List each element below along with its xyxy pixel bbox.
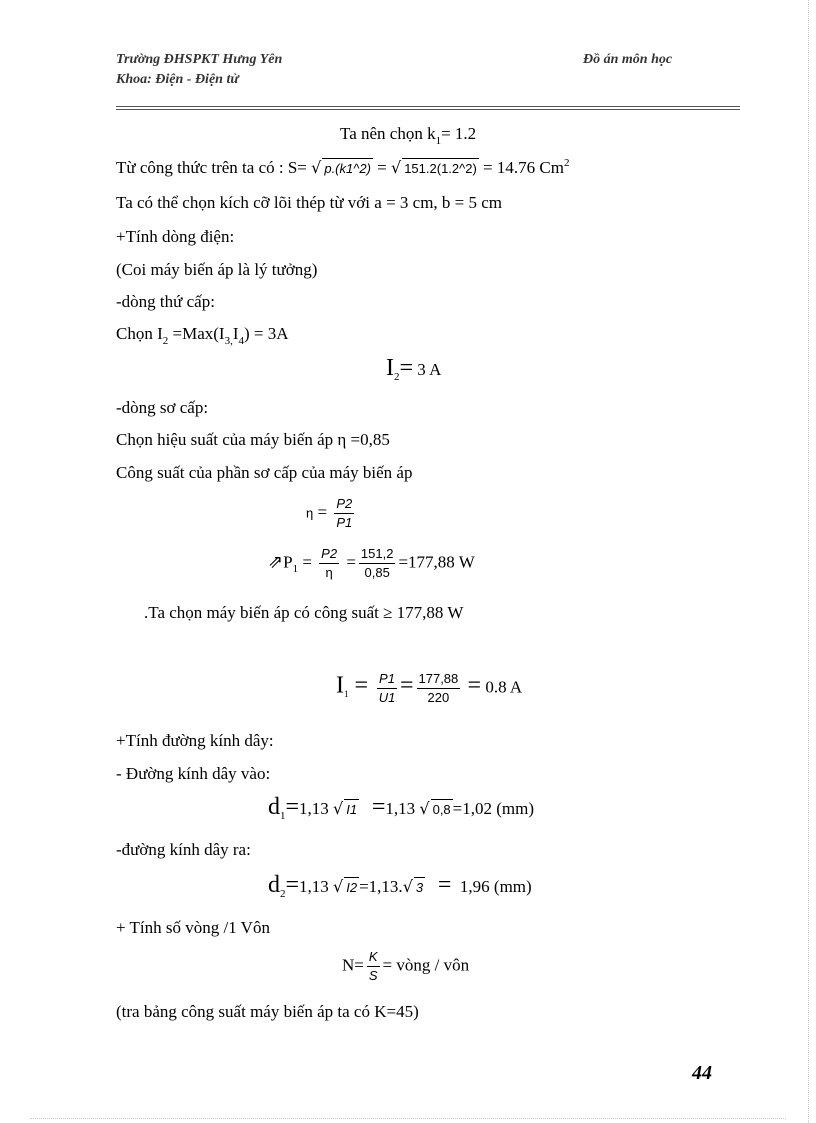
fraction-177-88: $\frac{177,88}{220}$ (418, 671, 459, 705)
equation-i1: $I_1$ = $\frac{P1}{U1}$ = $\frac{177,88}{220}$ = 0.8 A (336, 671, 523, 705)
header-rule-top (116, 106, 740, 107)
line-core-size: Ta có thể chọn kích cỡ lõi thép từ với a = 3 cm, b = 5 cm (116, 193, 503, 212)
fraction-151-2: $\frac{151,2}{0,85}$ (360, 546, 394, 580)
sqrt-i2: I2 (344, 877, 359, 898)
header-project: Đồ án môn học (583, 52, 673, 67)
equation-d2: $d_2=1,13$ √ I2 =1,13.√ 3 = 1,96 (mm) (268, 872, 532, 900)
header-rule-bottom (116, 109, 740, 110)
fraction-k-s: $\frac{K}{S}$ (368, 949, 378, 983)
line-ly-tuong: (Coi máy biến áp là lý tưởng) (116, 260, 318, 279)
fraction-p2-eta: $\frac{P2}{\eta}$ (321, 546, 338, 580)
page-bottom-border (30, 1118, 786, 1119)
line-tinh-dong-dien: +Tính dòng điện: (116, 227, 235, 246)
sqrt-151-2: 151.2(1.2^2) (402, 158, 479, 179)
equation-eta: η = $\frac{P2}{P1}$ (306, 496, 353, 530)
header-faculty: Khoa: Điện - Điện tử (116, 72, 239, 87)
equation-d1: $d_1=1,13$ √ I1 =1,13 √ 0,8 =1,02 (mm) (268, 794, 535, 822)
page-right-border (808, 0, 809, 1123)
line-duong-kinh-ra: -đường kính dây ra: (116, 840, 251, 859)
line-tra-bang: (tra bảng công suất máy biến áp ta có K=45) (116, 1002, 419, 1021)
sqrt-i1: I1 (344, 799, 359, 820)
line-chon-k1: Ta nên chọn $k_1= 1.2$ (340, 124, 477, 147)
implies-arrow-icon: ⇗ (268, 551, 284, 573)
line-tinh-duong-kinh: +Tính đường kính dây: (116, 731, 274, 750)
sqrt-3: 3 (414, 877, 425, 898)
line-chon-may-bien-ap: .Ta chọn máy biến áp có công suất ≥ 177,88 W (144, 603, 464, 622)
line-formula-s: Từ công thức trên ta có : S= √ p.(k1^2) = √ 151.2(1.2^2) = 14.76 Cm$^2$ (116, 157, 570, 177)
equation-p1: $⇗P_1$ = $\frac{P2}{\eta}$ = $\frac{151,2}{0,85}$ =177,88 W (268, 546, 475, 580)
line-duong-kinh-vao: - Đường kính dây vào: (116, 764, 271, 783)
sqrt-0-8: 0,8 (431, 799, 453, 820)
line-cong-suat-so-cap: Công suất của phần sơ cấp của máy biến áp (116, 463, 413, 482)
equation-i2: $I_2= 3$ A (386, 355, 442, 383)
line-dong-thu-cap: -dòng thứ cấp: (116, 292, 215, 311)
equation-n: N= $\frac{K}{S}$ = vòng / vôn (342, 949, 470, 983)
line-dong-so-cap: -dòng sơ cấp: (116, 398, 209, 417)
line-chon-i2: Chọn $I_2 =Max(I_{3,}I_4) = 3A$ (116, 324, 289, 347)
fraction-p1-u1: $\frac{P1}{U1}$ (378, 671, 396, 705)
line-hieu-suat: Chọn hiệu suất của máy biến áp η =0,85 (116, 430, 390, 449)
header-school: Trường ĐHSPKT Hưng Yên (116, 52, 283, 67)
page-number: 44 (692, 1062, 712, 1084)
fraction-p2-p1: $\frac{P2}{P1}$ (336, 496, 353, 530)
sqrt-p-k1: p.(k1^2) (322, 158, 373, 179)
line-so-vong: + Tính số vòng /1 Vôn (116, 918, 270, 937)
